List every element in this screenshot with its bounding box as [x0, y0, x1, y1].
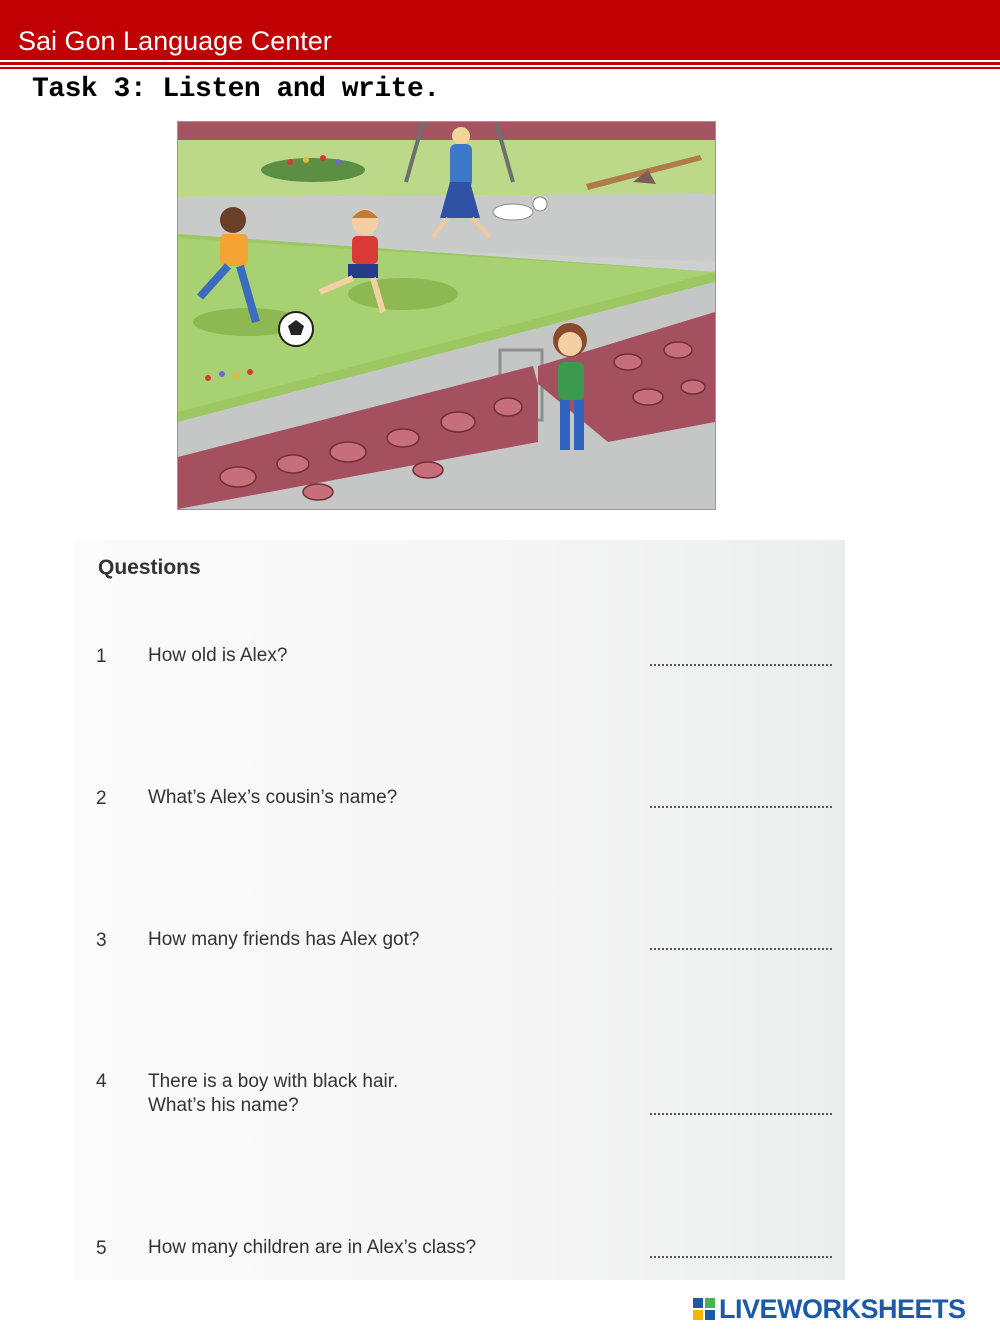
question-number: 5	[96, 1238, 107, 1259]
task-title: Task 3: Listen and write.	[32, 74, 440, 105]
answer-line[interactable]	[650, 806, 832, 808]
logo-text: LIVEWORKSHEETS	[719, 1293, 966, 1324]
answer-line[interactable]	[650, 948, 832, 950]
header-title: Sai Gon Language Center	[18, 26, 332, 56]
question-number: 2	[96, 788, 107, 809]
question-text: How many children are in Alex’s class?	[148, 1237, 477, 1258]
question-text: How old is Alex?	[148, 645, 288, 666]
question-number: 1	[96, 646, 107, 667]
grid-logo-icon	[693, 1298, 715, 1320]
answer-line[interactable]	[650, 1113, 832, 1115]
park-scene-illustration	[177, 121, 716, 510]
liveworksheets-logo[interactable]	[693, 1293, 966, 1325]
question-text-line2: What’s his name?	[148, 1095, 299, 1116]
answer-line[interactable]	[650, 1256, 832, 1258]
question-text: There is a boy with black hair.	[148, 1071, 399, 1092]
question-number: 4	[96, 1071, 107, 1092]
header-rule	[0, 62, 1000, 65]
question-number: 3	[96, 930, 107, 951]
answer-line[interactable]	[650, 664, 832, 666]
header-bar	[0, 0, 1000, 60]
question-text: What’s Alex’s cousin’s name?	[148, 787, 398, 808]
question-text: How many friends has Alex got?	[148, 929, 420, 950]
header-rule-thin	[0, 67, 1000, 69]
questions-heading: Questions	[98, 556, 201, 579]
